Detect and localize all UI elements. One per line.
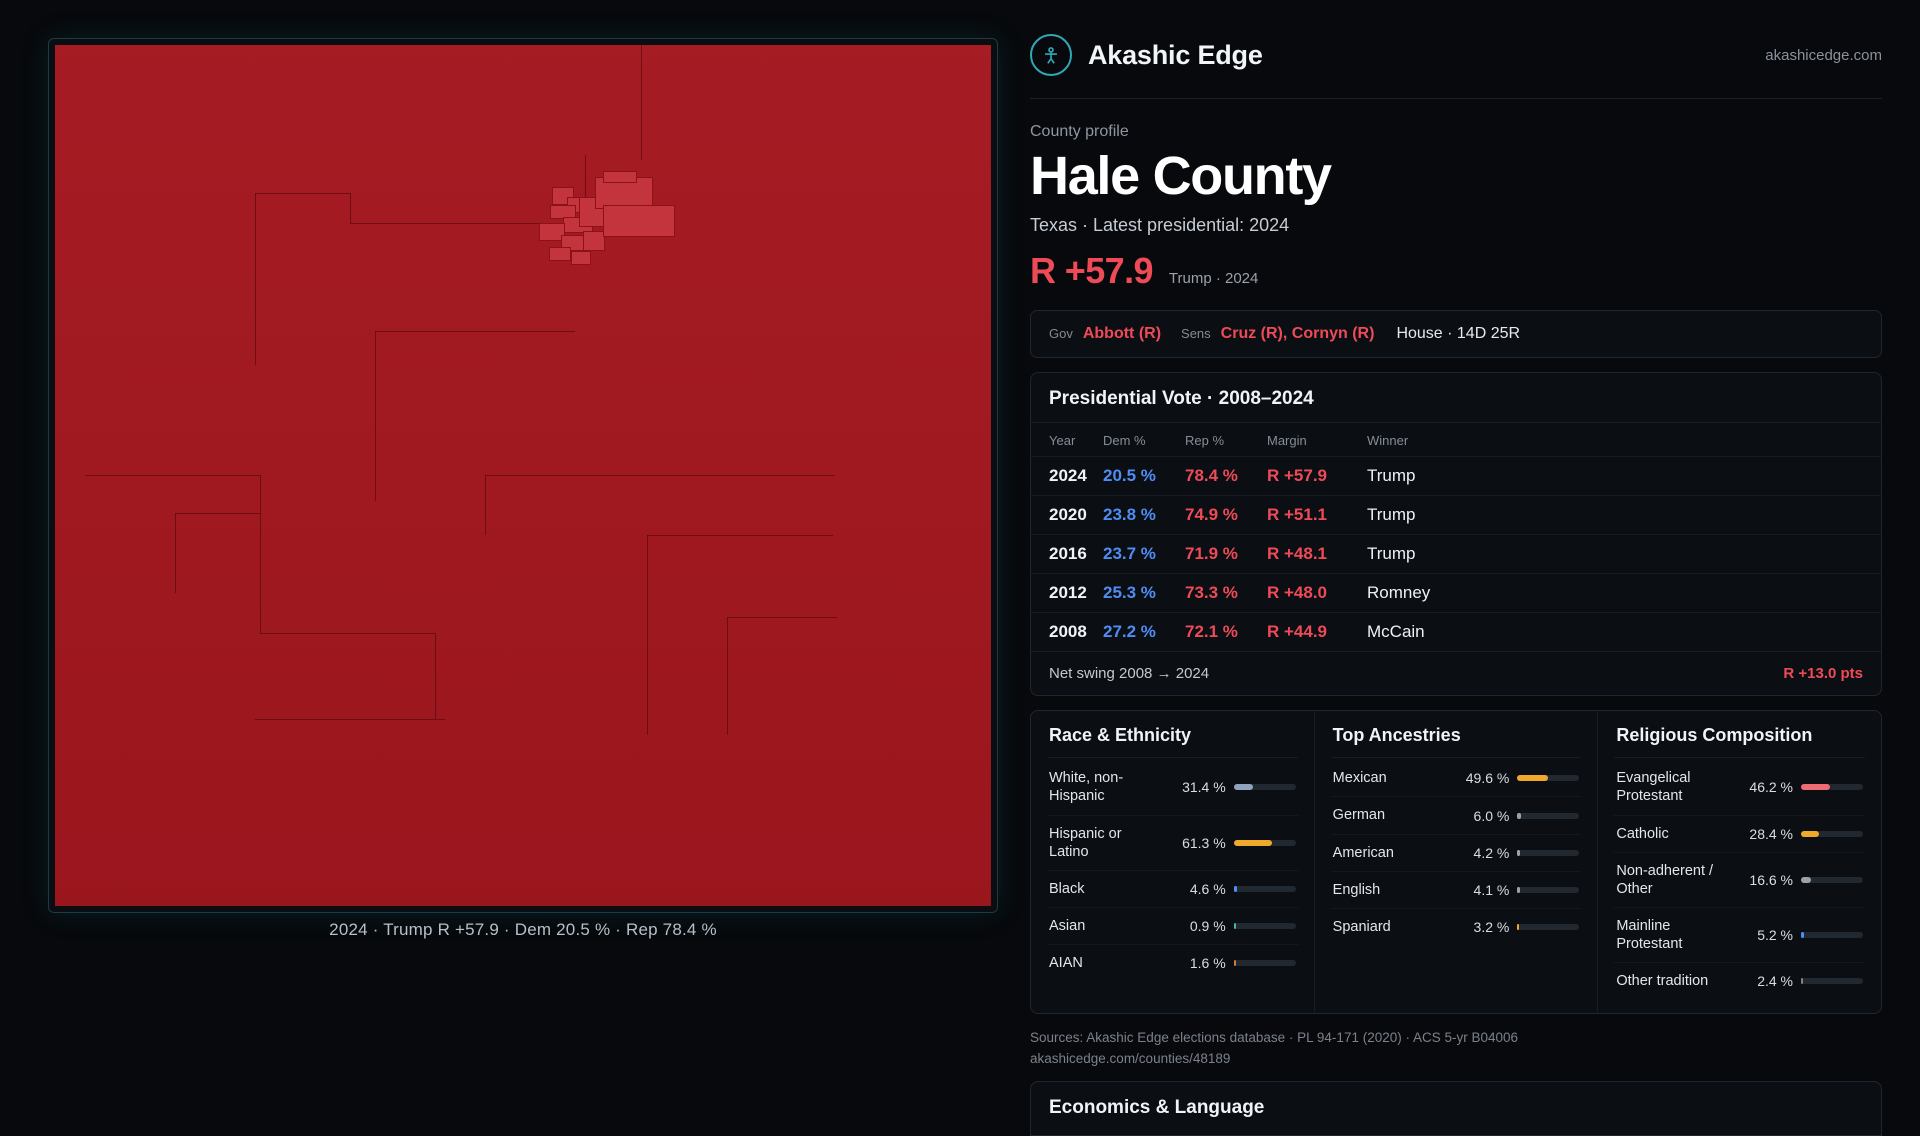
precinct-line [255, 259, 256, 365]
stat-value: 5.2 % [1757, 927, 1794, 944]
stat-bar [1234, 960, 1296, 966]
precinct-line [260, 633, 435, 634]
col-rep: Rep % [1185, 433, 1225, 449]
precinct-line [255, 719, 445, 720]
cell-year: 2008 [1031, 613, 1103, 652]
map-caption: 2024 · Trump R +57.9 · Dem 20.5 % · Rep 78.4 % [329, 920, 717, 939]
cell-dem: 25.3 % [1103, 574, 1185, 613]
list-item [1614, 963, 1865, 999]
urban-precinct [549, 247, 571, 261]
precinct-line [175, 513, 176, 593]
list-item [1047, 871, 1298, 908]
list-item [1331, 797, 1582, 834]
stat-label: Mainline Protestant [1616, 917, 1683, 953]
col-margin: Margin [1267, 433, 1307, 449]
stat-bar [1517, 850, 1579, 856]
table-row[interactable] [1031, 574, 1881, 613]
cell-margin: R +48.0 [1267, 574, 1367, 613]
table-row[interactable] [1031, 613, 1881, 652]
stat-bar [1801, 784, 1863, 790]
page-subtitle: Texas · Latest presidential: 2024 [1030, 215, 1290, 236]
cell-winner: Trump [1367, 535, 1881, 574]
race-ethnicity-title: Race & Ethnicity [1047, 711, 1298, 758]
stat-label: Other tradition [1616, 973, 1709, 990]
precinct-line [485, 475, 835, 476]
cell-year: 2016 [1031, 535, 1103, 574]
precinct-line [175, 513, 261, 514]
stat-value: 1.6 % [1189, 955, 1226, 972]
presidential-vote-title: Presidential Vote · 2008–2024 [1031, 373, 1881, 423]
stat-bar [1801, 877, 1863, 883]
list-item [1331, 835, 1582, 872]
stat-label: Hispanic or Latino [1049, 825, 1122, 860]
precinct-line [647, 535, 648, 735]
precinct-line [641, 45, 642, 160]
cell-dem: 20.5 % [1103, 457, 1185, 496]
urban-precinct [603, 171, 637, 183]
stat-label: AIAN [1049, 955, 1083, 972]
net-swing-label: Net swing 2008 → 2024 [1049, 665, 1210, 683]
urban-precinct [583, 231, 605, 251]
stat-value: 31.4 % [1182, 779, 1226, 796]
stat-label: Spaniard [1332, 918, 1391, 935]
list-item [1331, 760, 1582, 797]
sources-block [1030, 1028, 1882, 1069]
table-row[interactable] [1031, 535, 1881, 574]
cell-year: 2012 [1031, 574, 1103, 613]
demographics-columns [1031, 711, 1881, 1013]
stat-label: English [1332, 881, 1381, 898]
margin-value: R +57.9 [1030, 250, 1153, 292]
cell-margin: R +51.1 [1267, 496, 1367, 535]
col-dem: Dem % [1103, 433, 1146, 449]
table-row[interactable] [1031, 457, 1881, 496]
urban-precinct [571, 251, 591, 265]
cell-year: 2024 [1031, 457, 1103, 496]
brand-name: Akashic Edge [1088, 39, 1263, 70]
cell-year: 2020 [1031, 496, 1103, 535]
precinct-line [727, 617, 728, 735]
stat-label: Evangelical Protestant [1616, 770, 1691, 805]
ancestries-column [1314, 711, 1598, 1013]
precinct-line [485, 475, 486, 535]
stat-value: 49.6 % [1465, 770, 1510, 787]
stat-bar [1517, 775, 1579, 781]
cell-margin: R +48.1 [1267, 535, 1367, 574]
stat-bar [1234, 784, 1296, 790]
stat-value: 0.9 % [1189, 918, 1226, 934]
precinct-line [255, 193, 256, 259]
stat-bar [1234, 923, 1296, 929]
cell-dem: 23.7 % [1103, 535, 1185, 574]
precinct-line [727, 617, 837, 618]
precinct-line [375, 331, 575, 332]
stat-value: 6.0 % [1473, 807, 1510, 824]
stat-value: 16.6 % [1749, 871, 1794, 888]
net-swing-value: R +13.0 pts [1783, 665, 1863, 683]
table-header-row [1031, 423, 1881, 457]
stat-value: 2.4 % [1757, 973, 1794, 990]
cell-margin: R +44.9 [1267, 613, 1367, 652]
stat-bar [1517, 813, 1579, 819]
stat-bar [1801, 978, 1863, 984]
religion-title: Religious Composition [1614, 711, 1865, 758]
brand-url[interactable]: akashicedge.com [1765, 46, 1882, 64]
headline-margin [1030, 250, 1882, 292]
gov-value[interactable]: Abbott (R) [1082, 325, 1162, 343]
county-map[interactable] [48, 38, 998, 913]
presidential-vote-table [1031, 423, 1881, 651]
cell-dem: 27.2 % [1103, 613, 1185, 652]
list-item [1331, 872, 1582, 909]
stat-label: German [1332, 807, 1386, 824]
page-eyebrow: County profile [1030, 123, 1129, 140]
precinct-line [375, 331, 376, 501]
stat-bar [1234, 886, 1296, 892]
cell-rep: 73.3 % [1185, 574, 1267, 613]
economics-title: Economics & Language [1049, 1096, 1265, 1118]
stat-label: Mexican [1332, 770, 1387, 787]
list-item [1614, 908, 1865, 963]
list-item [1047, 945, 1298, 981]
stat-value: 28.4 % [1749, 825, 1794, 842]
stat-bar [1801, 831, 1863, 837]
cell-winner: Trump [1367, 457, 1881, 496]
net-swing-row [1031, 651, 1881, 695]
page-title: Hale County [1030, 146, 1331, 206]
sens-value[interactable]: Cruz (R), Cornyn (R) [1220, 325, 1375, 343]
col-winner: Winner [1367, 433, 1409, 449]
cell-rep: 72.1 % [1185, 613, 1267, 652]
cell-winner: Trump [1367, 496, 1881, 535]
gov-label: Gov [1049, 326, 1073, 342]
list-item [1047, 760, 1298, 815]
list-item [1614, 853, 1865, 908]
precinct-line [647, 535, 833, 536]
stat-label: American [1332, 844, 1394, 861]
col-year: Year [1049, 433, 1076, 449]
list-item [1047, 908, 1298, 945]
stat-value: 3.2 % [1473, 918, 1510, 935]
urban-precinct [603, 205, 675, 237]
list-item [1614, 816, 1865, 853]
religion-column [1597, 711, 1881, 1013]
profile-panel [1030, 0, 1920, 1118]
stat-value: 4.6 % [1189, 880, 1226, 897]
precinct-line [255, 193, 350, 194]
cell-winner: Romney [1367, 574, 1881, 613]
table-row[interactable] [1031, 496, 1881, 535]
cell-rep: 78.4 % [1185, 457, 1267, 496]
stat-value: 46.2 % [1749, 779, 1794, 796]
cell-dem: 23.8 % [1103, 496, 1185, 535]
map-fill-republican [55, 45, 991, 906]
cell-rep: 74.9 % [1185, 496, 1267, 535]
presidential-vote-card [1030, 372, 1882, 696]
stat-value: 4.2 % [1473, 844, 1510, 861]
precinct-line [85, 475, 260, 476]
stat-value: 61.3 % [1182, 834, 1226, 851]
demographics-card [1030, 710, 1882, 1014]
brand-header [1030, 28, 1882, 99]
stat-label: Non-adherent / Other [1616, 862, 1714, 897]
ancestries-title: Top Ancestries [1331, 711, 1582, 758]
stat-label: White, non-Hispanic [1049, 770, 1124, 805]
house-value: House · 14D 25R [1396, 325, 1521, 343]
stat-bar [1801, 932, 1863, 938]
precinct-line [435, 633, 436, 719]
precinct-line [260, 475, 261, 633]
offices-card [1030, 310, 1882, 358]
stat-label: Asian [1049, 917, 1086, 934]
list-item [1331, 909, 1582, 945]
sens-label: Sens [1181, 326, 1211, 342]
race-ethnicity-column [1031, 711, 1314, 1013]
sources-line: Sources: Akashic Edge elections database · PL 94-171 (2020) · ACS 5-yr B04006 [1030, 1030, 1519, 1046]
cell-winner: McCain [1367, 613, 1881, 652]
stat-bar [1234, 840, 1296, 846]
stat-bar [1517, 924, 1579, 930]
cell-rep: 71.9 % [1185, 535, 1267, 574]
cell-margin: R +57.9 [1267, 457, 1367, 496]
source-url[interactable]: akashicedge.com/counties/48189 [1030, 1050, 1231, 1066]
list-item [1047, 816, 1298, 871]
precinct-line [350, 193, 351, 223]
person-circle-icon [1030, 34, 1072, 76]
stat-label: Catholic [1616, 825, 1669, 842]
list-item [1614, 760, 1865, 815]
margin-note: Trump · 2024 [1168, 270, 1259, 288]
stat-label: Black [1049, 880, 1085, 897]
stat-bar [1517, 887, 1579, 893]
stat-value: 4.1 % [1473, 881, 1510, 898]
economics-card [1030, 1081, 1882, 1136]
